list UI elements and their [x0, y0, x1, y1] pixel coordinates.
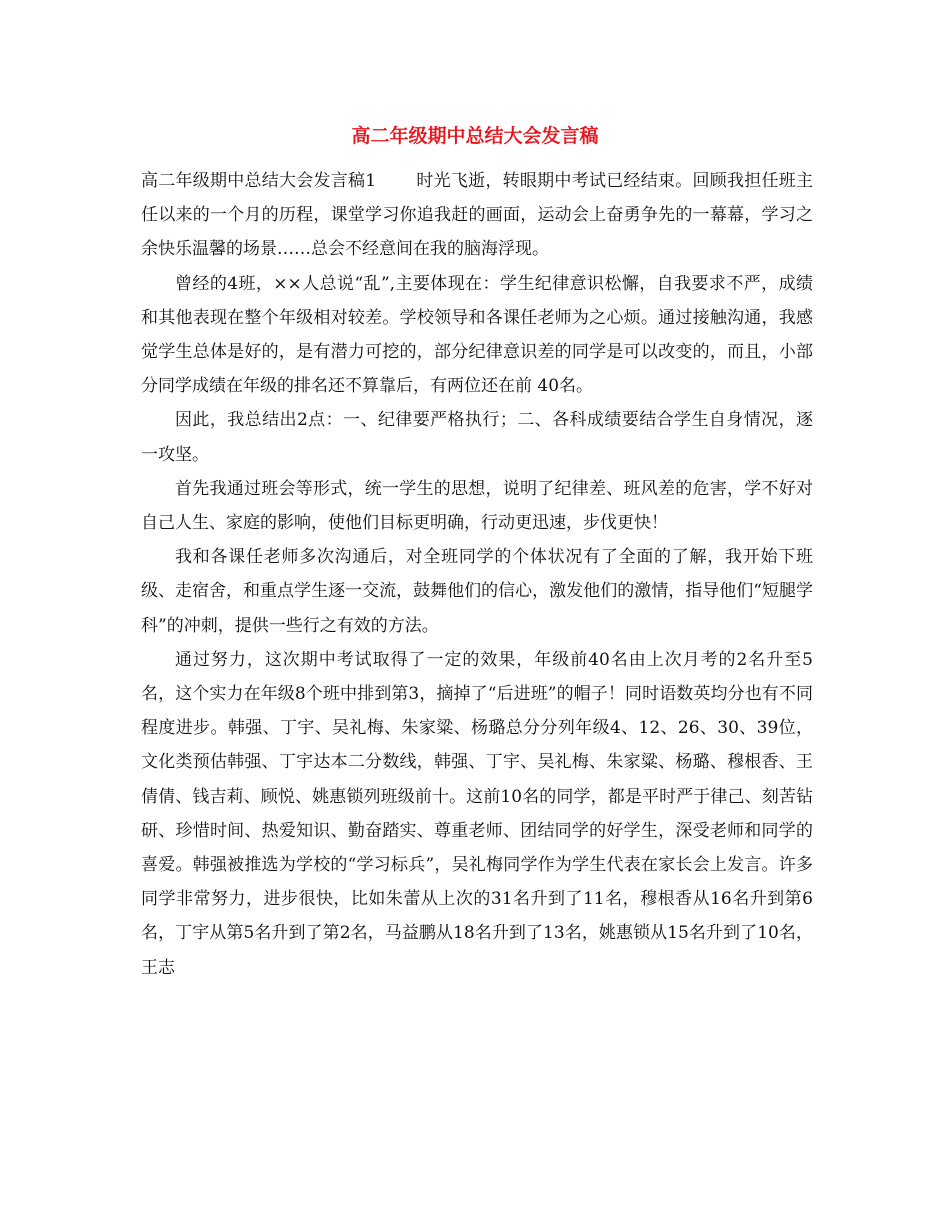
document-body — [141, 164, 813, 985]
paragraph: 通过努力，这次期中考试取得了一定的效果，年级前40名由上次月考的2名升至5名，这个实力在年级8个班中排到第3，摘掉了“后进班”的帽子！同时语数英均分也有不同程度进步。韩强、丁宇、吴礼梅、朱家粱、杨璐总分分列年级4、12、26、30、39位，文化类预估韩强、丁宇达本二分数线，韩强、丁宇、吴礼梅、朱家粱、杨璐、穆根香、王倩倩、钱吉莉、顾悦、姚惠锁列班级前十。这前10名的同学，都是平时严于律己、刻苦钻研、珍惜时间、热爱知识、勤奋踏实、尊重老师、团结同学的好学生，深受老师和同学的喜爱。韩强被推选为学校的“学习标兵”，吴礼梅同学作为学生代表在家长会上发言。许多同学非常努力，进步很快，比如朱蕾从上次的31名升到了11名，穆根香从16名升到第6名，丁宇从第5名升到了第2名，马益鹏从18名升到了13名，姚惠锁从15名升到了10名，王志 — [141, 649, 813, 978]
inline-heading: 高二年级期中总结大会发言稿1 — [141, 171, 377, 191]
paragraph: 我和各课任老师多次沟通后，对全班同学的个体状况有了全面的了解，我开始下班级、走宿舍，和重点学生逐一交流，鼓舞他们的信心，激发他们的激情，指导他们“短腿学科”的冲刺，提供一些行之有效的方法。 — [141, 547, 813, 636]
document-title: 高二年级期中总结大会发言稿 — [351, 125, 599, 147]
paragraph-intro — [141, 164, 813, 267]
paragraph: 因此，我总结出2点：一、纪律要严格执行；二、各科成绩要结合学生自身情况，逐一攻坚。 — [141, 410, 813, 465]
paragraph: 首先我通过班会等形式，统一学生的思想，说明了纪律差、班风差的危害，学不好对自己人生、家庭的影响，使他们目标更明确，行动更迅速，步伐更快！ — [141, 478, 813, 534]
paragraph-text: 时光飞逝，转眼期中考试已经结束。回顾我担任班主任以来的一个月的历程，课堂学习你追我赶的画面，运动会上奋勇争先的一幕幕，学习之余快乐温馨的场景……总会不经意间在我的脑海浮现。 — [141, 171, 813, 260]
paragraph: 曾经的4班，××人总说“乱”,主要体现在：学生纪律意识松懈，自我要求不严，成绩和其他表现在整个年级相对较差。学校领导和各课任老师为之心烦。通过接触沟通，我感觉学生总体是好的，是有潜力可挖的，部分纪律意识差的同学是可以改变的，而且，小部分同学成绩在年级的排名还不算靠后，有两位还在前 40名。 — [141, 273, 813, 397]
